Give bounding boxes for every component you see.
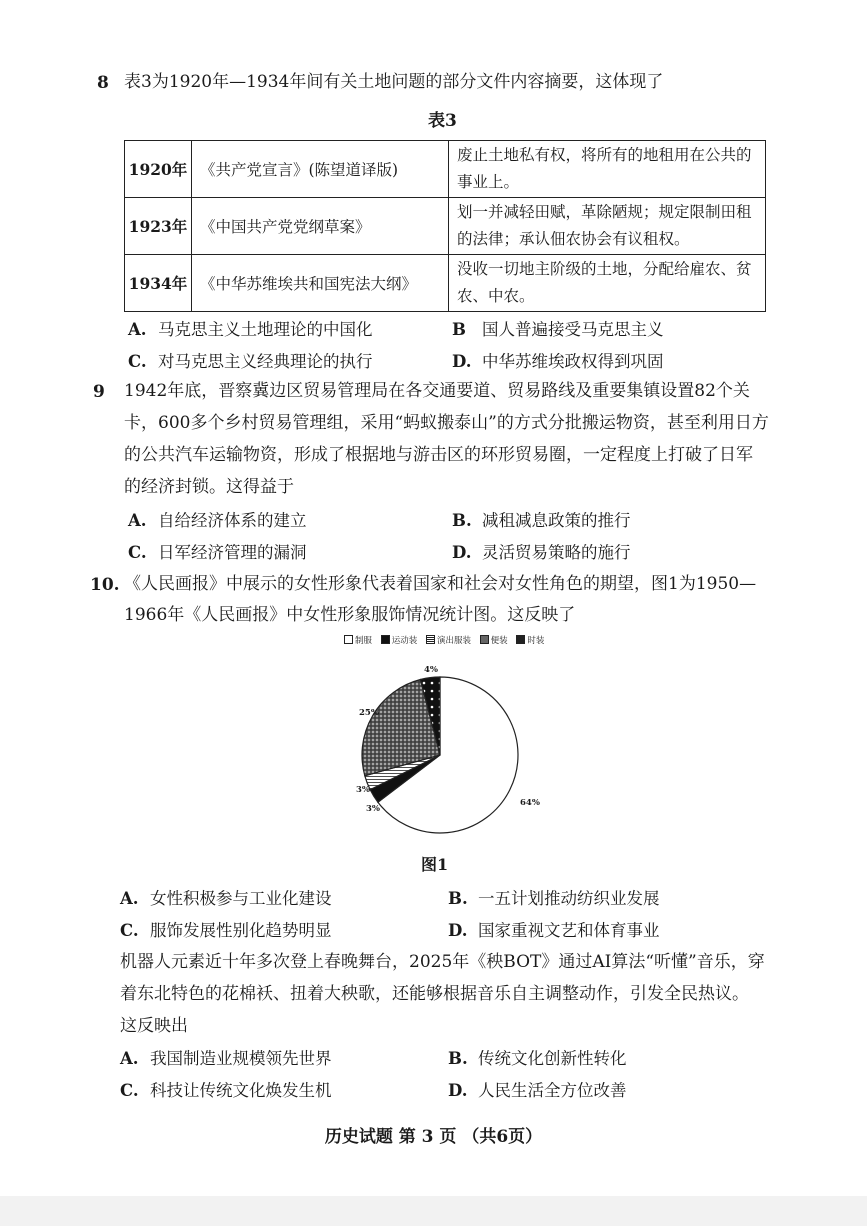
option-letter: B. xyxy=(448,1049,468,1068)
page-footer: 历史试题 第 3 页 （共6页） xyxy=(324,1127,543,1147)
table-cell-document: 《共产党宣言》(陈望道译版) xyxy=(192,141,449,198)
option-letter: C. xyxy=(128,352,147,371)
question-11-line-2: 着东北特色的花棉袄、扭着大秧歌，还能够根据音乐自主调整动作，引发全民热议。 xyxy=(120,984,749,1004)
legend-label: 便装 xyxy=(490,636,508,646)
question-10-number: 10. xyxy=(90,575,120,595)
option-letter: B xyxy=(452,320,466,339)
legend-swatch-sportswear xyxy=(381,635,390,644)
question-9-number: 9 xyxy=(93,382,105,402)
legend-label: 运动装 xyxy=(391,636,418,646)
legend-label: 制服 xyxy=(355,636,373,646)
option-text: 女性积极参与工业化建设 xyxy=(150,889,332,908)
option-text: 中华苏维埃政权得到巩固 xyxy=(482,352,664,371)
option-letter: C. xyxy=(120,1081,139,1100)
question-10-line-1: 《人民画报》中展示的女性形象代表着国家和社会对女性角色的期望，图1为1950— xyxy=(124,574,757,594)
option-text: 国家重视文艺和体育事业 xyxy=(478,921,660,940)
option-letter: A. xyxy=(120,1049,139,1068)
option-text: 服饰发展性别化趋势明显 xyxy=(150,921,332,940)
option-text: 减租减息政策的推行 xyxy=(482,511,631,530)
question-8-number: 8 xyxy=(97,73,109,93)
question-9-line-1: 1942年底，晋察冀边区贸易管理局在各交通要道、贸易路线及重要集镇设置82个关 xyxy=(124,381,750,401)
question-9-line-2: 卡，600多个乡村贸易管理组，采用“蚂蚁搬泰山”的方式分批搬运物资，甚至利用日方 xyxy=(124,413,769,433)
legend-swatch-uniform xyxy=(344,635,353,644)
option-letter: C. xyxy=(120,921,139,940)
option-letter: B. xyxy=(448,889,468,908)
q9-option-b[interactable] xyxy=(452,507,631,531)
question-11-line-3: 这反映出 xyxy=(120,1016,188,1036)
option-text: 对马克思主义经典理论的执行 xyxy=(158,352,373,371)
option-letter: A. xyxy=(120,889,139,908)
table-row xyxy=(125,255,766,312)
option-text: 自给经济体系的建立 xyxy=(158,511,307,530)
pie-label-casual: 25% xyxy=(359,708,379,718)
legend-label: 时装 xyxy=(527,636,545,646)
option-text: 灵活贸易策略的施行 xyxy=(482,543,631,562)
option-text: 科技让传统文化焕发生机 xyxy=(150,1081,332,1100)
q8-option-c[interactable] xyxy=(128,348,373,372)
q10-option-a[interactable] xyxy=(120,885,332,909)
option-letter: D. xyxy=(452,543,472,562)
figure-1-caption: 图1 xyxy=(421,855,449,874)
table-cell-year: 1923年 xyxy=(125,198,192,255)
table-cell-year: 1920年 xyxy=(125,141,192,198)
table-cell-content: 没收一切地主阶级的土地，分配给雇农、贫农、中农。 xyxy=(449,255,766,312)
pie-label-performance: 3% xyxy=(356,785,370,795)
option-letter: A. xyxy=(128,511,147,530)
q10-option-c[interactable] xyxy=(120,917,332,941)
q8-option-a[interactable] xyxy=(128,316,373,340)
legend-swatch-fashion xyxy=(516,635,525,644)
table-cell-document: 《中国共产党党纲草案》 xyxy=(192,198,449,255)
scan-edge xyxy=(0,1196,867,1226)
table-cell-document: 《中华苏维埃共和国宪法大纲》 xyxy=(192,255,449,312)
q8-option-b[interactable] xyxy=(452,316,664,340)
option-text: 我国制造业规模领先世界 xyxy=(150,1049,332,1068)
q11-option-d[interactable] xyxy=(448,1077,627,1101)
table-3 xyxy=(124,140,766,312)
option-text: 马克思主义土地理论的中国化 xyxy=(158,320,373,339)
pie-label-uniform: 64% xyxy=(520,798,540,808)
pie-chart xyxy=(340,655,540,855)
question-11-line-1: 机器人元素近十年多次登上春晚舞台，2025年《秧BOT》通过AI算法“听懂”音乐，穿 xyxy=(120,952,765,972)
q10-option-d[interactable] xyxy=(448,917,660,941)
chart-legend xyxy=(338,634,544,646)
question-9-line-4: 的经济封锁。这得益于 xyxy=(124,477,294,497)
option-text: 日军经济管理的漏洞 xyxy=(158,543,307,562)
q9-option-a[interactable] xyxy=(128,507,307,531)
legend-swatch-performance xyxy=(426,635,435,644)
option-text: 国人普遍接受马克思主义 xyxy=(482,320,664,339)
table-3-title: 表3 xyxy=(428,111,457,131)
q11-option-a[interactable] xyxy=(120,1045,332,1069)
q11-option-b[interactable] xyxy=(448,1045,627,1069)
option-text: 一五计划推动纺织业发展 xyxy=(478,889,660,908)
option-letter: A. xyxy=(128,320,147,339)
option-letter: D. xyxy=(448,921,468,940)
question-8-stem: 表3为1920年—1934年间有关土地问题的部分文件内容摘要，这体现了 xyxy=(124,72,664,92)
option-letter: D. xyxy=(452,352,472,371)
legend-swatch-casual xyxy=(480,635,489,644)
table-cell-content: 划一并减轻田赋，革除陋规；规定限制田租的法律；承认佃农协会有议租权。 xyxy=(449,198,766,255)
q11-option-c[interactable] xyxy=(120,1077,332,1101)
option-letter: B. xyxy=(452,511,472,530)
option-letter: C. xyxy=(128,543,147,562)
option-text: 人民生活全方位改善 xyxy=(478,1081,627,1100)
pie-label-sportswear: 3% xyxy=(366,804,380,814)
option-letter: D. xyxy=(448,1081,468,1100)
option-text: 传统文化创新性转化 xyxy=(478,1049,627,1068)
pie-label-fashion: 4% xyxy=(424,665,438,675)
q9-option-d[interactable] xyxy=(452,539,631,563)
q10-option-b[interactable] xyxy=(448,885,660,909)
table-cell-year: 1934年 xyxy=(125,255,192,312)
table-row xyxy=(125,141,766,198)
legend-label: 演出服装 xyxy=(436,636,471,646)
q9-option-c[interactable] xyxy=(128,539,307,563)
table-cell-content: 废止土地私有权，将所有的地租用在公共的事业上。 xyxy=(449,141,766,198)
question-9-line-3: 的公共汽车运输物资，形成了根据地与游击区的环形贸易圈，一定程度上打破了日军 xyxy=(124,445,753,465)
table-row xyxy=(125,198,766,255)
question-10-line-2: 1966年《人民画报》中女性形象服饰情况统计图。这反映了 xyxy=(124,605,576,625)
q8-option-d[interactable] xyxy=(452,348,664,372)
